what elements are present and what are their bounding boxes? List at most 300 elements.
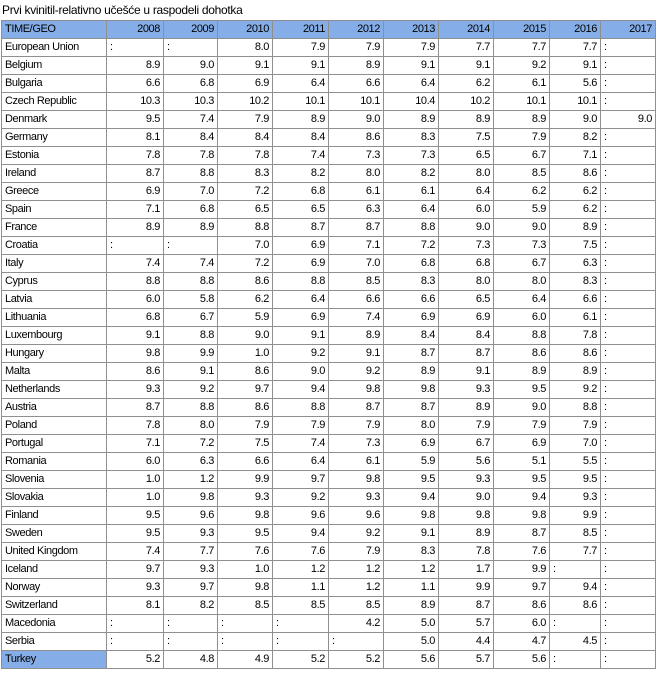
value-cell[interactable]: 9.5 (107, 525, 164, 543)
value-cell[interactable]: 8.9 (384, 363, 439, 381)
row-label-cell[interactable]: Greece (2, 183, 107, 201)
value-cell[interactable]: 9.4 (384, 489, 439, 507)
value-cell[interactable]: 7.9 (218, 417, 273, 435)
value-cell[interactable]: 8.2 (164, 597, 218, 615)
value-cell[interactable]: 9.8 (107, 345, 164, 363)
value-cell[interactable]: 9.8 (329, 471, 384, 489)
row-label-cell[interactable]: Estonia (2, 147, 107, 165)
value-cell[interactable]: : (601, 525, 656, 543)
value-cell[interactable]: 7.2 (384, 237, 439, 255)
row-label-cell[interactable]: France (2, 219, 107, 237)
value-cell[interactable]: 7.7 (439, 39, 494, 57)
value-cell[interactable]: 8.2 (384, 165, 439, 183)
value-cell[interactable]: 7.7 (550, 543, 601, 561)
header-cell-year[interactable]: 2011 (273, 21, 329, 39)
value-cell[interactable]: 8.8 (164, 165, 218, 183)
value-cell[interactable]: 8.5 (329, 273, 384, 291)
value-cell[interactable]: 8.6 (550, 165, 601, 183)
row-label-cell[interactable]: Poland (2, 417, 107, 435)
value-cell[interactable]: 10.3 (164, 93, 218, 111)
value-cell[interactable]: 8.9 (164, 219, 218, 237)
value-cell[interactable]: 7.4 (164, 111, 218, 129)
value-cell[interactable]: 9.8 (164, 489, 218, 507)
value-cell[interactable]: : (601, 507, 656, 525)
value-cell[interactable]: 9.9 (550, 507, 601, 525)
value-cell[interactable]: 8.8 (164, 399, 218, 417)
value-cell[interactable]: 9.0 (439, 219, 494, 237)
value-cell[interactable]: 8.9 (550, 363, 601, 381)
value-cell[interactable]: 9.1 (107, 327, 164, 345)
value-cell[interactable]: 7.1 (107, 201, 164, 219)
value-cell[interactable]: 8.2 (273, 165, 329, 183)
value-cell[interactable]: 8.5 (273, 597, 329, 615)
header-cell-year[interactable]: 2012 (329, 21, 384, 39)
value-cell[interactable]: 6.7 (494, 147, 550, 165)
value-cell[interactable]: 8.8 (218, 219, 273, 237)
header-cell-year[interactable]: 2008 (107, 21, 164, 39)
value-cell[interactable]: 9.8 (384, 381, 439, 399)
value-cell[interactable]: 8.7 (439, 345, 494, 363)
value-cell[interactable]: 9.7 (218, 381, 273, 399)
value-cell[interactable]: 9.5 (107, 507, 164, 525)
value-cell[interactable]: 7.9 (329, 39, 384, 57)
value-cell[interactable]: 8.3 (550, 273, 601, 291)
value-cell[interactable]: 7.8 (164, 147, 218, 165)
value-cell[interactable]: 1.2 (164, 471, 218, 489)
value-cell[interactable]: 9.3 (107, 381, 164, 399)
value-cell[interactable]: 10.1 (550, 93, 601, 111)
value-cell[interactable]: 7.9 (384, 39, 439, 57)
value-cell[interactable]: : (601, 417, 656, 435)
value-cell[interactable]: 6.6 (218, 453, 273, 471)
value-cell[interactable]: : (164, 39, 218, 57)
value-cell[interactable]: 6.1 (550, 309, 601, 327)
value-cell[interactable]: 7.3 (494, 237, 550, 255)
value-cell[interactable]: 8.3 (218, 165, 273, 183)
value-cell[interactable]: : (601, 219, 656, 237)
value-cell[interactable]: 5.9 (218, 309, 273, 327)
value-cell[interactable]: 6.4 (384, 75, 439, 93)
value-cell[interactable]: 7.0 (164, 183, 218, 201)
value-cell[interactable]: 8.9 (439, 525, 494, 543)
value-cell[interactable]: : (601, 147, 656, 165)
value-cell[interactable]: 8.1 (107, 129, 164, 147)
row-label-cell[interactable]: Austria (2, 399, 107, 417)
value-cell[interactable]: 8.6 (494, 597, 550, 615)
value-cell[interactable]: 9.4 (273, 525, 329, 543)
value-cell[interactable]: 7.7 (494, 39, 550, 57)
value-cell[interactable]: 6.7 (439, 435, 494, 453)
value-cell[interactable]: 10.4 (384, 93, 439, 111)
value-cell[interactable]: 5.8 (164, 291, 218, 309)
value-cell[interactable]: 9.5 (218, 525, 273, 543)
header-cell-year[interactable]: 2014 (439, 21, 494, 39)
value-cell[interactable]: 9.5 (107, 111, 164, 129)
value-cell[interactable]: : (601, 327, 656, 345)
value-cell[interactable]: 9.1 (439, 57, 494, 75)
value-cell[interactable]: : (601, 129, 656, 147)
value-cell[interactable]: 9.1 (384, 525, 439, 543)
value-cell[interactable]: 7.0 (550, 435, 601, 453)
row-label-cell[interactable]: Sweden (2, 525, 107, 543)
value-cell[interactable]: 9.3 (329, 489, 384, 507)
value-cell[interactable]: 5.2 (329, 651, 384, 669)
value-cell[interactable]: 6.0 (494, 309, 550, 327)
row-label-cell[interactable]: Slovenia (2, 471, 107, 489)
value-cell[interactable]: 6.1 (384, 183, 439, 201)
value-cell[interactable]: : (601, 381, 656, 399)
value-cell[interactable]: 8.3 (384, 543, 439, 561)
value-cell[interactable]: 9.0 (273, 363, 329, 381)
value-cell[interactable]: 6.3 (164, 453, 218, 471)
value-cell[interactable]: 9.7 (273, 471, 329, 489)
value-cell[interactable]: 9.2 (329, 525, 384, 543)
value-cell[interactable]: 9.9 (494, 561, 550, 579)
value-cell[interactable]: : (601, 543, 656, 561)
value-cell[interactable]: 10.2 (439, 93, 494, 111)
row-label-cell[interactable]: Croatia (2, 237, 107, 255)
row-label-cell[interactable]: United Kingdom (2, 543, 107, 561)
value-cell[interactable]: 9.9 (218, 471, 273, 489)
header-cell-year[interactable]: 2010 (218, 21, 273, 39)
value-cell[interactable]: 9.7 (494, 579, 550, 597)
row-label-cell[interactable]: Hungary (2, 345, 107, 363)
value-cell[interactable]: : (601, 561, 656, 579)
value-cell[interactable]: 8.4 (164, 129, 218, 147)
value-cell[interactable]: 8.9 (550, 219, 601, 237)
value-cell[interactable]: 7.3 (329, 147, 384, 165)
value-cell[interactable]: 7.5 (439, 129, 494, 147)
value-cell[interactable]: 9.3 (218, 489, 273, 507)
value-cell[interactable]: : (164, 615, 218, 633)
value-cell[interactable]: 9.8 (329, 381, 384, 399)
value-cell[interactable]: 9.2 (273, 345, 329, 363)
header-cell-year[interactable]: 2016 (550, 21, 601, 39)
value-cell[interactable]: 8.9 (494, 363, 550, 381)
value-cell[interactable]: 5.0 (384, 615, 439, 633)
value-cell[interactable]: 8.5 (218, 597, 273, 615)
value-cell[interactable]: 9.5 (550, 471, 601, 489)
value-cell[interactable]: 6.8 (164, 201, 218, 219)
value-cell[interactable]: : (601, 489, 656, 507)
value-cell[interactable]: 6.9 (218, 75, 273, 93)
value-cell[interactable]: 7.0 (218, 237, 273, 255)
value-cell[interactable]: : (601, 453, 656, 471)
value-cell[interactable]: 8.2 (550, 129, 601, 147)
row-label-cell[interactable]: Iceland (2, 561, 107, 579)
value-cell[interactable]: 9.5 (494, 381, 550, 399)
value-cell[interactable]: 9.1 (329, 345, 384, 363)
value-cell[interactable]: 9.3 (164, 561, 218, 579)
value-cell[interactable]: 8.0 (384, 417, 439, 435)
value-cell[interactable]: 8.5 (550, 525, 601, 543)
value-cell[interactable]: 7.4 (273, 147, 329, 165)
value-cell[interactable]: 7.4 (329, 309, 384, 327)
value-cell[interactable]: 7.8 (107, 147, 164, 165)
value-cell[interactable]: : (550, 561, 601, 579)
value-cell[interactable]: 6.6 (550, 291, 601, 309)
value-cell[interactable]: 9.3 (439, 381, 494, 399)
value-cell[interactable]: : (107, 39, 164, 57)
value-cell[interactable]: 8.7 (494, 525, 550, 543)
value-cell[interactable]: 8.9 (107, 219, 164, 237)
value-cell[interactable]: 9.2 (329, 363, 384, 381)
value-cell[interactable]: 8.7 (107, 165, 164, 183)
value-cell[interactable]: 6.4 (494, 291, 550, 309)
row-label-cell[interactable]: Italy (2, 255, 107, 273)
value-cell[interactable]: 7.9 (494, 129, 550, 147)
value-cell[interactable]: 9.9 (164, 345, 218, 363)
value-cell[interactable]: : (601, 651, 656, 669)
value-cell[interactable]: 8.4 (384, 327, 439, 345)
value-cell[interactable]: 9.3 (164, 525, 218, 543)
value-cell[interactable]: 6.5 (439, 291, 494, 309)
value-cell[interactable]: 8.8 (550, 399, 601, 417)
value-cell[interactable]: 6.4 (273, 75, 329, 93)
row-label-cell[interactable]: Lithuania (2, 309, 107, 327)
value-cell[interactable]: 9.3 (439, 471, 494, 489)
value-cell[interactable]: : (601, 291, 656, 309)
value-cell[interactable]: : (601, 597, 656, 615)
value-cell[interactable]: 8.4 (273, 129, 329, 147)
value-cell[interactable]: : (601, 435, 656, 453)
value-cell[interactable]: 9.2 (164, 381, 218, 399)
value-cell[interactable]: : (601, 309, 656, 327)
value-cell[interactable]: 10.2 (218, 93, 273, 111)
value-cell[interactable]: 8.6 (550, 597, 601, 615)
value-cell[interactable]: 8.8 (384, 219, 439, 237)
value-cell[interactable]: 8.8 (107, 273, 164, 291)
value-cell[interactable]: 9.7 (107, 561, 164, 579)
value-cell[interactable]: 8.8 (273, 273, 329, 291)
row-label-cell[interactable]: Slovakia (2, 489, 107, 507)
value-cell[interactable]: 8.4 (439, 327, 494, 345)
value-cell[interactable]: : (601, 183, 656, 201)
value-cell[interactable]: 9.8 (439, 507, 494, 525)
value-cell[interactable]: : (601, 399, 656, 417)
value-cell[interactable]: 9.1 (218, 57, 273, 75)
row-label-cell[interactable]: European Union (2, 39, 107, 57)
value-cell[interactable]: 10.1 (329, 93, 384, 111)
value-cell[interactable]: 8.7 (107, 399, 164, 417)
value-cell[interactable]: 6.8 (164, 75, 218, 93)
value-cell[interactable]: 8.1 (107, 597, 164, 615)
value-cell[interactable]: 9.4 (494, 489, 550, 507)
value-cell[interactable]: 8.9 (329, 327, 384, 345)
value-cell[interactable]: : (550, 615, 601, 633)
value-cell[interactable]: 7.2 (164, 435, 218, 453)
value-cell[interactable]: 7.1 (329, 237, 384, 255)
value-cell[interactable]: 7.3 (329, 435, 384, 453)
value-cell[interactable]: : (601, 273, 656, 291)
value-cell[interactable]: 4.2 (329, 615, 384, 633)
value-cell[interactable]: 6.5 (218, 201, 273, 219)
value-cell[interactable]: 9.7 (164, 579, 218, 597)
value-cell[interactable]: 5.6 (439, 453, 494, 471)
value-cell[interactable]: : (601, 345, 656, 363)
row-label-cell[interactable]: Macedonia (2, 615, 107, 633)
value-cell[interactable]: 6.4 (439, 183, 494, 201)
value-cell[interactable]: 9.6 (164, 507, 218, 525)
row-label-cell[interactable]: Netherlands (2, 381, 107, 399)
value-cell[interactable]: 8.9 (494, 111, 550, 129)
value-cell[interactable]: 7.4 (107, 255, 164, 273)
value-cell[interactable]: 7.6 (273, 543, 329, 561)
value-cell[interactable]: 8.7 (439, 597, 494, 615)
value-cell[interactable]: : (164, 633, 218, 651)
row-label-cell[interactable]: Spain (2, 201, 107, 219)
value-cell[interactable]: 6.7 (164, 309, 218, 327)
header-cell-year[interactable]: 2015 (494, 21, 550, 39)
value-cell[interactable]: 6.4 (384, 201, 439, 219)
value-cell[interactable]: : (329, 633, 384, 651)
value-cell[interactable]: 6.5 (439, 147, 494, 165)
value-cell[interactable]: 6.1 (494, 75, 550, 93)
value-cell[interactable]: 9.0 (439, 489, 494, 507)
value-cell[interactable]: 1.2 (273, 561, 329, 579)
value-cell[interactable]: 6.0 (107, 453, 164, 471)
value-cell[interactable]: 8.6 (218, 363, 273, 381)
row-label-cell[interactable]: Malta (2, 363, 107, 381)
row-label-cell[interactable]: Czech Republic (2, 93, 107, 111)
value-cell[interactable]: 9.8 (218, 507, 273, 525)
value-cell[interactable]: 9.0 (550, 111, 601, 129)
value-cell[interactable]: 9.1 (550, 57, 601, 75)
value-cell[interactable]: 9.9 (439, 579, 494, 597)
value-cell[interactable]: 8.4 (218, 129, 273, 147)
value-cell[interactable]: 9.1 (273, 327, 329, 345)
value-cell[interactable]: 10.1 (273, 93, 329, 111)
value-cell[interactable]: 6.6 (329, 291, 384, 309)
value-cell[interactable]: 6.9 (273, 255, 329, 273)
value-cell[interactable]: 1.0 (107, 471, 164, 489)
value-cell[interactable]: : (601, 579, 656, 597)
value-cell[interactable]: 9.1 (439, 363, 494, 381)
value-cell[interactable]: 7.5 (218, 435, 273, 453)
header-cell-time-geo[interactable]: TIME/GEO (2, 21, 107, 39)
value-cell[interactable]: 6.8 (107, 309, 164, 327)
value-cell[interactable]: 10.1 (494, 93, 550, 111)
value-cell[interactable]: 6.2 (494, 183, 550, 201)
value-cell[interactable]: : (601, 93, 656, 111)
value-cell[interactable]: : (601, 57, 656, 75)
value-cell[interactable]: 7.9 (550, 417, 601, 435)
value-cell[interactable]: 8.3 (384, 129, 439, 147)
value-cell[interactable]: 5.0 (384, 633, 439, 651)
value-cell[interactable]: 7.2 (218, 255, 273, 273)
value-cell[interactable]: 8.6 (494, 345, 550, 363)
value-cell[interactable]: 8.6 (550, 345, 601, 363)
value-cell[interactable]: 5.2 (273, 651, 329, 669)
value-cell[interactable]: 8.7 (384, 399, 439, 417)
value-cell[interactable]: 7.9 (494, 417, 550, 435)
value-cell[interactable]: 5.6 (384, 651, 439, 669)
value-cell[interactable]: 5.6 (494, 651, 550, 669)
value-cell[interactable]: 9.2 (494, 57, 550, 75)
header-cell-year[interactable]: 2013 (384, 21, 439, 39)
value-cell[interactable]: 6.0 (107, 291, 164, 309)
value-cell[interactable]: 7.7 (164, 543, 218, 561)
value-cell[interactable]: 9.1 (164, 363, 218, 381)
value-cell[interactable]: 7.6 (218, 543, 273, 561)
row-label-cell[interactable]: Portugal (2, 435, 107, 453)
value-cell[interactable]: 7.1 (550, 147, 601, 165)
value-cell[interactable]: 9.0 (494, 399, 550, 417)
value-cell[interactable]: 7.0 (329, 255, 384, 273)
value-cell[interactable]: 4.8 (164, 651, 218, 669)
value-cell[interactable]: 6.3 (550, 255, 601, 273)
value-cell[interactable]: 6.2 (218, 291, 273, 309)
value-cell[interactable]: 8.8 (494, 327, 550, 345)
value-cell[interactable]: : (107, 237, 164, 255)
row-label-cell[interactable]: Denmark (2, 111, 107, 129)
value-cell[interactable]: 7.4 (107, 543, 164, 561)
value-cell[interactable]: 6.7 (494, 255, 550, 273)
value-cell[interactable]: 9.2 (550, 381, 601, 399)
value-cell[interactable]: 4.7 (494, 633, 550, 651)
value-cell[interactable]: 8.9 (329, 57, 384, 75)
value-cell[interactable]: 1.2 (329, 561, 384, 579)
value-cell[interactable]: 1.1 (384, 579, 439, 597)
value-cell[interactable]: 6.8 (439, 255, 494, 273)
value-cell[interactable]: 8.6 (329, 129, 384, 147)
value-cell[interactable]: 5.9 (494, 201, 550, 219)
value-cell[interactable]: 6.9 (494, 435, 550, 453)
value-cell[interactable]: 6.9 (384, 435, 439, 453)
value-cell[interactable]: 7.9 (218, 111, 273, 129)
value-cell[interactable]: 9.8 (218, 579, 273, 597)
value-cell[interactable]: 6.2 (550, 183, 601, 201)
row-label-cell[interactable]: Latvia (2, 291, 107, 309)
value-cell[interactable]: : (601, 165, 656, 183)
value-cell[interactable]: 6.8 (384, 255, 439, 273)
value-cell[interactable]: 6.1 (329, 453, 384, 471)
value-cell[interactable]: : (601, 471, 656, 489)
value-cell[interactable]: : (218, 633, 273, 651)
value-cell[interactable]: 7.7 (550, 39, 601, 57)
value-cell[interactable]: 1.1 (273, 579, 329, 597)
value-cell[interactable]: 9.5 (384, 471, 439, 489)
value-cell[interactable]: 5.6 (550, 75, 601, 93)
value-cell[interactable]: 7.9 (273, 39, 329, 57)
value-cell[interactable]: 9.1 (384, 57, 439, 75)
value-cell[interactable]: : (601, 363, 656, 381)
value-cell[interactable]: 6.6 (384, 291, 439, 309)
value-cell[interactable]: 9.6 (273, 507, 329, 525)
value-cell[interactable]: 9.4 (273, 381, 329, 399)
value-cell[interactable]: 6.6 (107, 75, 164, 93)
value-cell[interactable]: 1.0 (218, 345, 273, 363)
value-cell[interactable]: 8.0 (439, 273, 494, 291)
value-cell[interactable]: : (218, 615, 273, 633)
value-cell[interactable]: 8.6 (218, 273, 273, 291)
value-cell[interactable]: 4.5 (550, 633, 601, 651)
value-cell[interactable]: 6.1 (329, 183, 384, 201)
value-cell[interactable]: 1.7 (439, 561, 494, 579)
value-cell[interactable]: 8.5 (329, 597, 384, 615)
value-cell[interactable]: 6.9 (384, 309, 439, 327)
value-cell[interactable]: 7.4 (273, 435, 329, 453)
value-cell[interactable]: : (107, 615, 164, 633)
value-cell[interactable]: 8.9 (107, 57, 164, 75)
value-cell[interactable]: 5.7 (439, 615, 494, 633)
row-label-cell[interactable]: Norway (2, 579, 107, 597)
row-label-cell[interactable]: Turkey (2, 651, 107, 669)
value-cell[interactable]: 7.9 (329, 417, 384, 435)
value-cell[interactable]: 7.5 (550, 237, 601, 255)
value-cell[interactable]: 6.0 (494, 615, 550, 633)
value-cell[interactable]: 8.0 (439, 165, 494, 183)
